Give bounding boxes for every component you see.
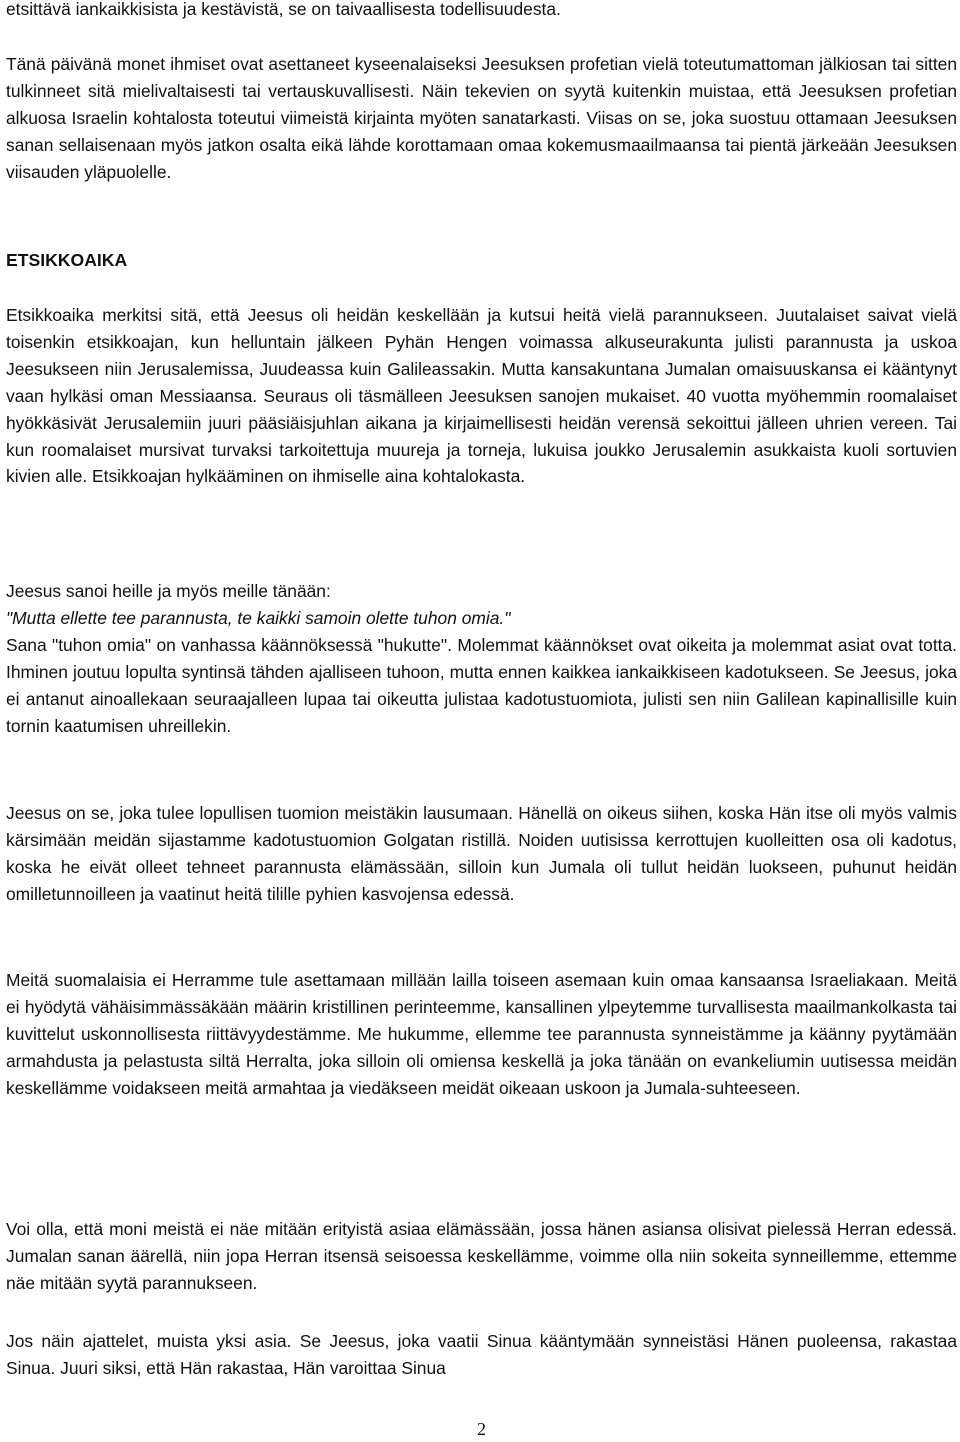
paragraph-warning <box>6 578 957 739</box>
paragraph-blindness: Voi olla, että moni meistä ei näe mitään erityistä asiaa elämässään, jossa hänen asiansa olisivat pielessä Herran edessä. Jumalan sanan äärellä, niin jopa Herran itsensä seisoessa keskellämme, voimme olla niin sokeita synneillemme, ettemme näe mitään syytä parannukseen. <box>6 1219 957 1293</box>
paragraph-visitation: Etsikkoaika merkitsi sitä, että Jeesus oli heidän keskellään ja kutsui heitä vielä parannukseen. Juutalaiset saivat vielä toisenkin etsikkoajan, kun helluntain jälkeen Pyhän Hengen voimassa alkuseurakunta julisti parannusta ja uskoa Jeesukseen niin Jerusalemissa, Juudeassa kuin Galileassakin. Mutta kansakuntana Jumalan omaisuuskansa ei kääntynyt vaan hylkäsi oman Messiaansa. Seuraus oli täsmälleen Jeesuksen sanojen mukaiset. 40 vuotta myöhemmin roomalaiset hyökkäsivät Jerusalemiin juuri pääsiäisjuhlan aikana ja kirjaimellisesti heidän verensä sekoittui jälleen uhrien vereen. Tai kun roomalaiset mursivat turvaksi tarkoitettuja muureja ja torneja, lukuisa joukko Jerusalemin asukkaista kuoli sortuvien kivien alle. Etsikkoajan hylkääminen on ihmiselle aina kohtalokasta. <box>6 305 957 487</box>
paragraph-love: Jos näin ajattelet, muista yksi asia. Se Jeesus, joka vaatii Sinua kääntymään synneistäsi Hänen puoleensa, rakastaa Sinua. Juuri siksi, että Hän rakastaa, Hän varoittaa Sinua <box>6 1331 957 1378</box>
paragraph-warning-body: Sana "tuhon omia" on vanhassa käännöksessä "hukutte". Molemmat käännökset ovat oikeita ja molemmat asiat ovat totta. Ihminen joutuu lopulta syntinsä tähden ajalliseen tuhoon, mutta ennen kaikkea iankaikkiseen kadotukseen. Se Jeesus, joka ei antanut ainoallekaan seuraajalleen lupaa tai oikeutta julistaa kadotustuomiota, julisti sen niin Galilean kapinallisille kuin tornin kaatumisen uhreillekin. <box>6 634 957 736</box>
paragraph-prophecy: Tänä päivänä monet ihmiset ovat asettaneet kyseenalaiseksi Jeesuksen profetian vielä toteutumattoman jälkiosan tai sitten tulkinneet sitä mielivaltaisesti tai vertauskuvallisesti. Näin tekevien on syytä kuitenkin muistaa, että Jeesuksen profetian alkuosa Israelin kohtalosta toteutui viimeistä kirjainta myöten sanatarkasti. Viisas on se, joka suostuu ottamaan Jeesuksen sanan sellaisenaan myös jatkon osalta eikä lähde korottamaan omaa kokemusmaailmaansa tai pientä järkeään Jeesuksen viisauden yläpuolelle. <box>6 54 957 182</box>
continued-line: etsittävä iankaikkisista ja kestävistä, se on taivaallisesta todellisuudesta. <box>6 0 561 19</box>
page-number: 2 <box>477 1419 486 1439</box>
paragraph-warning-intro: Jeesus sanoi heille ja myös meille tänään: <box>6 581 331 601</box>
paragraph-judgement: Jeesus on se, joka tulee lopullisen tuomion meistäkin lausumaan. Hänellä on oikeus siihen, koska Hän itse oli myös valmis kärsimään meidän sijastamme kadotustuomion Golgatan ristillä. Noiden uutisissa kerrottujen kuolleitten osa oli kadotus, koska he eivät olleet tehneet parannusta elämässään, silloin kun Jumala oli tullut heidän luokseen, puhunut heidän omilletunnoilleen ja vaatinut heitä tilille pyhien kasvojensa edessä. <box>6 803 957 904</box>
document-page <box>6 0 957 1442</box>
paragraph-finns: Meitä suomalaisia ei Herramme tule asettamaan millään lailla toiseen asemaan kuin omaa kansaansa Israeliakaan. Meitä ei hyödytä vähäisimmässäkään määrin kristillinen perinteemme, kansallinen ylpeytemme turvallisesta maailmankolkasta tai kuvittelut uskonnollisesta riittävyydestämme. Me hukumme, ellemme tee parannusta synneistämme ja käänny pyytämään armahdusta ja pelastusta siltä Herralta, joka silloin oli omiensa keskellä ja joka tänään on evankeliumin uutisessa meidän keskellämme voidakseen meitä armahtaa ja viedäkseen meidät oikeaan uskoon ja Jumala-suhteeseen. <box>6 970 957 1098</box>
scripture-quote: "Mutta ellette tee parannusta, te kaikki samoin olette tuhon omia." <box>6 607 511 628</box>
section-heading: ETSIKKOAIKA <box>6 250 128 270</box>
